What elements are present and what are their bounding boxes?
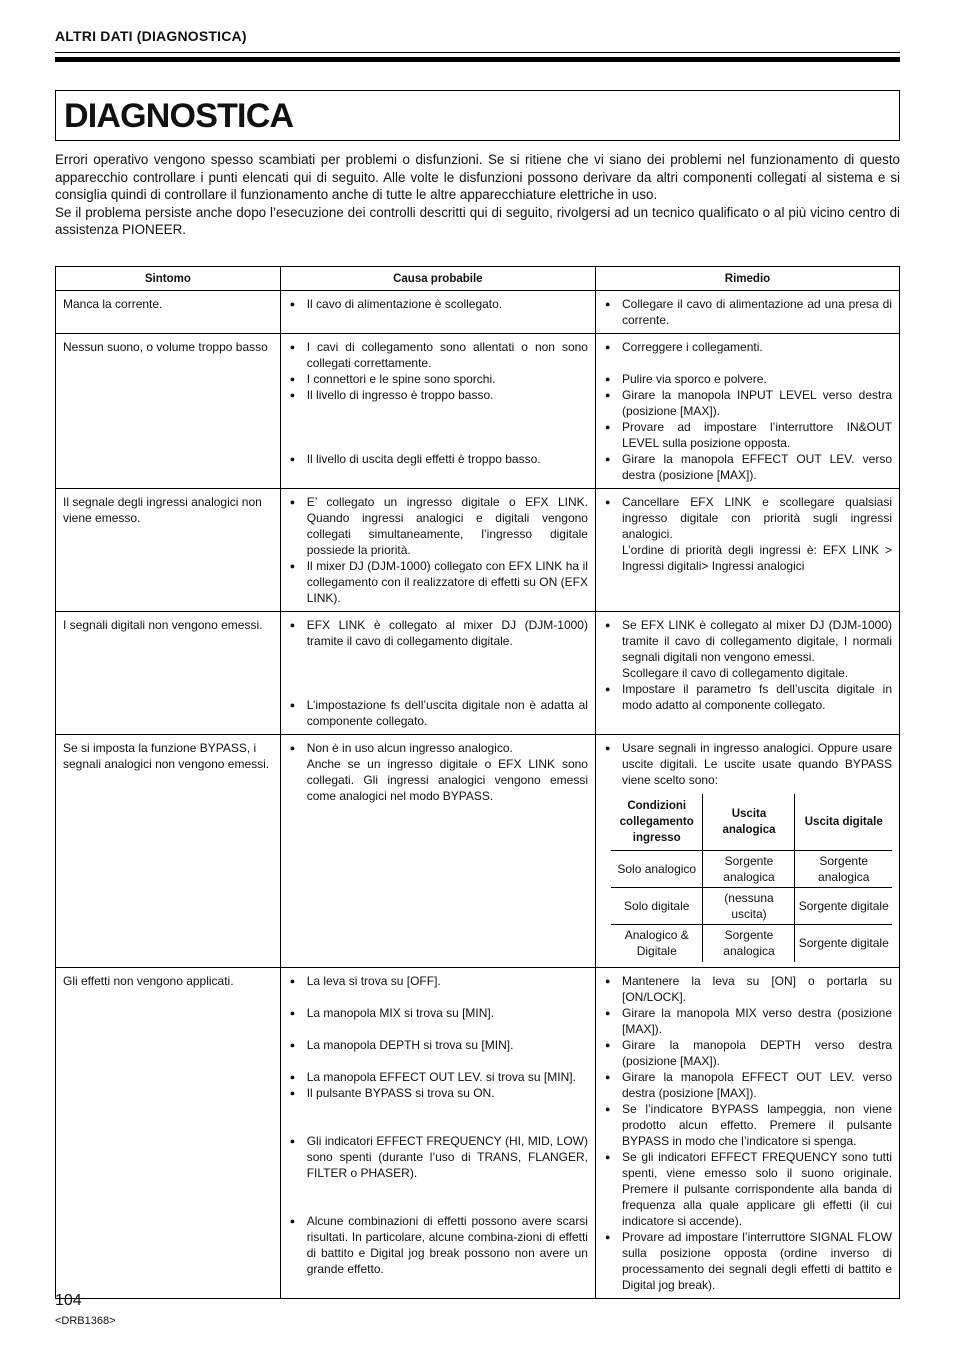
remedy-cell: [595, 291, 899, 334]
page-title: DIAGNOSTICA: [64, 97, 294, 135]
section-header: ALTRI DATI (DIAGNOSTICA): [55, 28, 247, 44]
bypass-cell: Sorgente digitale: [795, 925, 892, 962]
cause-item: ● I connettori e le spine sono sporchi.: [288, 371, 588, 387]
remedy-item: ● Girare la manopola DEPTH verso destra (posizione [MAX]).: [603, 1037, 892, 1069]
header-symptom: Sintomo: [56, 267, 281, 291]
remedy-item: ● Impostare il parametro fs dell’uscita digitale in modo adatto al componente collegato.: [603, 681, 892, 713]
intro-text: [55, 151, 900, 239]
symptom-cell: Se si imposta la funzione BYPASS, i segnali analogici non vengono emessi.: [56, 735, 281, 968]
remedy-item: ● Se l’indicatore BYPASS lampeggia, non viene prodotto alcun effetto. Premere il pulsante BYPASS in modo che l’indicatore si spenga.: [603, 1101, 892, 1149]
symptom-cell: Manca la corrente.: [56, 291, 281, 334]
header-rule-thick: [55, 57, 900, 62]
remedy-cell: [595, 735, 899, 968]
cause-item: ● E’ collegato un ingresso digitale o EFX LINK. Quando ingressi analogici e digitali vengono collegati simultaneamente, l’ingresso digitale possiede la priorità.: [288, 494, 588, 558]
cause-cell: [280, 735, 595, 968]
cause-item: ● Il livello di ingresso è troppo basso.: [288, 387, 588, 403]
remedy-item: ● Girare la manopola EFFECT OUT LEV. verso destra (posizione [MAX]).: [603, 451, 892, 483]
symptom-cell: Il segnale degli ingressi analogici non viene emesso.: [56, 489, 281, 612]
table-row: [56, 735, 900, 968]
remedy-note: Scollegare il cavo di collegamento digitale.: [621, 666, 849, 680]
remedy-item: ● Collegare il cavo di alimentazione ad una presa di corrente.: [603, 296, 892, 328]
remedy-cell: [595, 489, 899, 612]
remedy-cell: [595, 612, 899, 735]
symptom-cell: I segnali digitali non vengono emessi.: [56, 612, 281, 735]
remedy-note: L’ordine di priorità degli ingressi è: EFX LINK > Ingressi digitali> Ingressi analogici: [621, 543, 892, 573]
remedy-item: ● Se EFX LINK è collegato al mixer DJ (DJM-1000) tramite il cavo di collegamento digitale, I normali segnali digitali non vengono emessi.: [603, 617, 892, 665]
cause-item: ● I cavi di collegamento sono allentati o non sono collegati correttamente.: [288, 339, 588, 371]
cause-note: Anche se un ingresso digitale o EFX LINK sono collegati. Gli ingressi analogici vengono emessi come analogici nel modo BYPASS.: [306, 757, 588, 803]
cause-item: ● La manopola MIX si trova su [MIN].: [288, 1005, 588, 1021]
bypass-header-row: [611, 794, 892, 851]
page-number: 104: [55, 1292, 82, 1309]
header-rule-thin: [55, 52, 900, 53]
table-row: [56, 612, 900, 735]
remedy-item: ● Girare la manopola EFFECT OUT LEV. verso destra (posizione [MAX]).: [603, 1069, 892, 1101]
troubleshooting-table: [55, 266, 900, 1299]
remedy-item: ● Mantenere la leva su [ON] o portarla su [ON/LOCK].: [603, 973, 892, 1005]
bypass-cell: Analogico & Digitale: [624, 928, 689, 959]
remedy-item: ● Girare la manopola MIX verso destra (posizione [MAX]).: [603, 1005, 892, 1037]
bypass-row: [611, 851, 892, 888]
table-row: [56, 334, 900, 489]
table-header-row: [56, 267, 900, 291]
bypass-cell: (nessuna uscita): [703, 888, 795, 925]
remedy-item: ● Provare ad impostare l’interruttore IN&OUT LEVEL sulla posizione opposta.: [603, 419, 892, 451]
remedy-cell: [595, 334, 899, 489]
bypass-header: Condizioni collegamento ingresso: [611, 794, 703, 851]
symptom-cell: Nessun suono, o volume troppo basso: [56, 334, 281, 489]
remedy-item: ● Correggere i collegamenti.: [603, 339, 892, 355]
remedy-item: ● Girare la manopola INPUT LEVEL verso destra (posizione [MAX]).: [603, 387, 892, 419]
symptom-cell: Gli effetti non vengono applicati.: [56, 967, 281, 1298]
cause-item: ● Alcune combinazioni di effetti possono avere scarsi risultati. In particolare, alcune combina-zioni di effetti di battito e Digital jog break possono non avere un grande effetto.: [288, 1213, 588, 1277]
table-row: [56, 291, 900, 334]
cause-item: ● La leva si trova su [OFF].: [288, 973, 588, 989]
bypass-header: Uscita digitale: [795, 794, 892, 851]
bypass-output-table: [611, 794, 892, 962]
remedy-item: ● Pulire via sporco e polvere.: [603, 371, 892, 387]
bypass-cell: Solo digitale: [611, 888, 703, 925]
bypass-row: [611, 888, 892, 925]
cause-item: ● Il mixer DJ (DJM-1000) collegato con EFX LINK ha il collegamento con il realizzatore di effetti su ON (EFX LINK).: [288, 558, 588, 606]
bypass-cell: Solo analogico: [611, 851, 703, 888]
header-cause: Causa probabile: [280, 267, 595, 291]
cause-item: ● Non è in uso alcun ingresso analogico.: [288, 740, 588, 756]
cause-item: ● La manopola EFFECT OUT LEV. si trova su [MIN].: [288, 1069, 588, 1085]
table-row: [56, 967, 900, 1298]
remedy-item: ● Usare segnali in ingresso analogici. Oppure usare uscite digitali. Le uscite usate quando BYPASS viene scelto sono:: [603, 740, 892, 788]
bypass-cell: Sorgente analogica: [795, 851, 892, 888]
bypass-row: [611, 925, 892, 962]
document-code: <DRB1368>: [55, 1315, 116, 1327]
bypass-cell: Sorgente analogica: [703, 851, 795, 888]
remedy-item: ● Provare ad impostare l’interruttore SIGNAL FLOW sulla posizione opposta (ordine inverso di processamento dei segnali degli effetti di battito e Digital jog break).: [603, 1229, 892, 1293]
cause-cell: [280, 489, 595, 612]
header-remedy: Rimedio: [595, 267, 899, 291]
cause-cell: [280, 334, 595, 489]
intro-paragraph: Se il problema persiste anche dopo l’esecuzione dei controlli descritti qui di seguito, rivolgersi ad un tecnico qualificato o al più vicino centro di assistenza PIONEER.: [55, 204, 900, 238]
bypass-header: Uscita analogica: [703, 794, 795, 851]
table-row: [56, 489, 900, 612]
cause-item: ● L’impostazione fs dell’uscita digitale non è adatta al componente collegato.: [288, 697, 588, 729]
cause-item: ● Il livello di uscita degli effetti è troppo basso.: [288, 451, 588, 467]
cause-cell: [280, 967, 595, 1298]
remedy-item: ● Se gli indicatori EFFECT FREQUENCY sono tutti spenti, viene emesso solo il suono originale. Premere il pulsante corrispondente alla banda di frequenza alla quale applicare gli effetti (il cui indicatore si accende).: [603, 1149, 892, 1229]
remedy-cell: [595, 967, 899, 1298]
title-box: [55, 90, 900, 141]
bypass-cell: Sorgente analogica: [703, 925, 795, 962]
cause-cell: [280, 291, 595, 334]
bypass-cell: Sorgente digitale: [795, 888, 892, 925]
intro-paragraph: Errori operativo vengono spesso scambiati per problemi o disfunzioni. Se si ritiene che vi siano dei problemi nel funzionamento di questo apparecchio controllare i punti elencati qui di seguito. Alle volte le disfunzioni possono derivare da altri componenti collegati al sistema e si consiglia quindi di controllare il funzionamento anche di tutte le altre apparecchiature elettriche in uso.: [55, 152, 900, 203]
cause-item: ● EFX LINK è collegato al mixer DJ (DJM-1000) tramite il cavo di collegamento digitale.: [288, 617, 588, 649]
cause-item: ● La manopola DEPTH si trova su [MIN].: [288, 1037, 588, 1053]
cause-item: ● Gli indicatori EFFECT FREQUENCY (HI, MID, LOW) sono spenti (durante l’uso di TRANS, FLANGER, FILTER o PHASER).: [288, 1133, 588, 1181]
cause-item: ● Il cavo di alimentazione è scollegato.: [288, 296, 588, 312]
cause-cell: [280, 612, 595, 735]
cause-item: ● Il pulsante BYPASS si trova su ON.: [288, 1085, 588, 1101]
remedy-item: ● Cancellare EFX LINK e scollegare qualsiasi ingresso digitale con priorità sugli ingressi analogici.: [603, 494, 892, 542]
